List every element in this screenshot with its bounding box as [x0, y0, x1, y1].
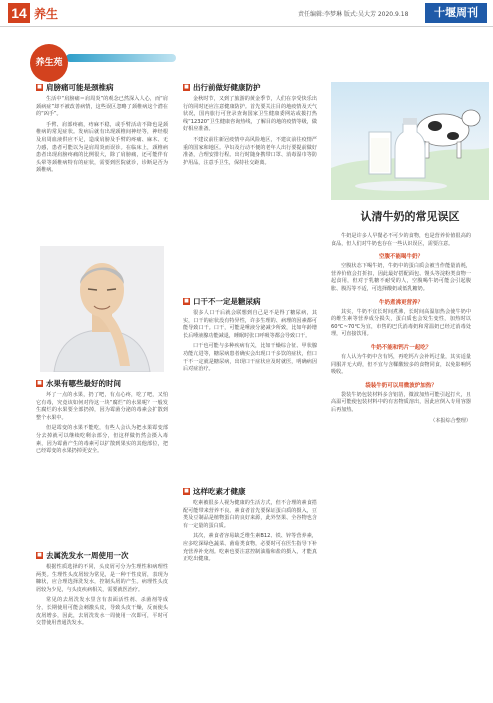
milk-glass	[369, 132, 391, 174]
elderly-man-photo	[40, 246, 164, 372]
newspaper-brand: 十堰周刊	[425, 3, 487, 23]
article-travel	[183, 82, 317, 167]
article-title: ■ 这样吃素才健康	[184, 487, 246, 496]
article-paragraph: 口干也可能与多种疾病有关，比如干燥综合征、甲状腺功能亢进等，糖尿病患者确实会出现口干多饮的症状，但口干不一定就是糖尿病，出现口干症状应及时就医，明确病因后对症治疗。	[183, 343, 317, 373]
article-dandruff	[36, 550, 168, 628]
section-text: 袋装牛奶包装材料多含铝箔，微波加热可能引起打火，且高温可能使包装材料中的有害物质溶出，因此应倒入专用容器后再加热。	[331, 391, 471, 413]
article-paragraph: 吃素被很多人视为健康的生活方式，但不合理的素食搭配可能带来营养不良。素食者首先要保证蛋白质的摄入，豆类及豆制品是植物蛋白的良好来源，此外坚果、全谷物也含有一定量的蛋白质。	[183, 500, 317, 529]
page-number: 14	[8, 3, 30, 23]
article-marker-icon: ■	[37, 380, 42, 386]
column-badge: 养生苑	[30, 44, 68, 82]
article-paragraph: 不建议前往新冠疫情中高风险地区，不建议前往疫情严重的国家和地区。孕妇及行动不便的老年人出行要提前做好准备，合理安排行程。出行时随身携带口罩、消毒湿巾等防护用品，注意手卫生，保持社交距离。	[183, 136, 317, 166]
editor-meta: 责任编辑:李梦琳 版式:吴大芳 2020.9.18	[298, 11, 409, 18]
section-heading: 袋装牛奶可以用微波炉加热？	[365, 382, 437, 389]
section-heading: 牛奶煮沸更营养？	[378, 299, 423, 306]
article-paragraph: 坏了一点的水果，扔了吧，有点心疼，吃了吧，又怕它有毒，究竟该如何对待这一块“腐烂”的水果呢？一般发生腐烂的水果要全部扔掉，因为霉菌分泌的毒素会扩散到整个水果中。	[36, 392, 168, 421]
article-title: ■ 口干不一定是糖尿病	[184, 297, 261, 306]
article-milk	[331, 230, 471, 424]
section-text: 其实，牛奶不宜长时间煮沸，长时间高温加热会使牛奶中的维生素等营养成分损失，蛋白质也会发生变性，加热时以60℃~70℃为宜，市售的巴氏消毒奶和常温奶已经过消毒处理，可直接饮用。	[331, 308, 471, 338]
article-paragraph: 手臂、肩部疼痛，痔麻不稳，或手臂活动不降也是颈椎病的常见症状。发病后就有出现颈椎间神经等，神经根及肩周血液供应不足，造成肩膀及手臂的疼痛、麻木、无力感，患者可能以为是肩周炎而误诊。在临床上，颈椎病患者出现肩膀疼痛的比例很大，除了肩膀痛，还可能伴有头晕等颈椎病特有的症状，需要到医院就诊，诊断是否为颈椎病。	[36, 121, 168, 174]
milk-headline: 认清牛奶的常见误区	[360, 210, 460, 223]
article-marker-icon: ■	[184, 298, 189, 304]
section-heading: 牛奶不能和钙片一起吃？	[370, 344, 432, 351]
article-title: ■ 出行前做好健康防护	[184, 83, 261, 92]
article-paragraph: 生活中“肩膀痛＝肩周炎”的观念已然深入人心，而“肩颈病症”却不被改善病情，这些误区忽略了颈椎病这个潜在的“凶手”。	[36, 96, 168, 118]
article-marker-icon: ■	[184, 488, 189, 494]
page-header	[0, 0, 493, 27]
source-note: （本报综合整理）	[430, 417, 471, 424]
section-text: 有人认为牛奶中含有钙，再吃钙片会补钙过量，其实适量同服并无大碍，但不宜与含鞣酸较多的食物同食，以免影响钙吸收。	[331, 353, 471, 376]
article-title: ■ 肩膀痛可能是颈椎病	[37, 83, 114, 92]
article-intro: 牛奶是许多人早餐必不可少的食物，也是营养价值很高的食品，但人们对牛奶也存在一些认识误区，需要注意。	[331, 233, 471, 247]
article-marker-icon: ■	[37, 552, 42, 558]
article-paragraph: 但是霉变的水果不能吃，有些人会认为把水果霉变部分去掉就可以继续吃剩余部分，但这样做仍然会摄入毒素，因为霉菌产生的毒素可以扩散到果实的其他部位，把已经霉变的水果扔掉更安全。	[36, 425, 168, 455]
section-heading: 空腹不能喝牛奶？	[378, 254, 423, 261]
article-paragraph: 其次，素食者容易缺乏维生素B12、铁、锌等营养素，应多吃深绿色蔬菜、菌菇类食物，必要时可在医生指导下补充营养补充剂。吃素也要注意控制油脂和盐的摄入，才能真正吃出健康。	[183, 533, 317, 563]
section-name: 养生	[34, 7, 59, 21]
article-title: ■ 去属洗发水一周使用一次	[37, 551, 129, 560]
article-vegetarian	[183, 486, 317, 564]
milk-cow-photo	[331, 82, 489, 200]
milk-cow-illustration	[331, 82, 489, 200]
elderly-man-illustration	[40, 246, 164, 372]
article-marker-icon: ■	[184, 84, 189, 90]
article-fruit	[36, 378, 168, 456]
article-paragraph: 根据性质选择的不同，头皮屑可分为生理性和病理性两类。生理性头皮屑较为常见，是一种干性皮屑，表现为糠状，应合理选择洗发水，控制头屑的产生。病理性头皮屑较为少见，与头皮疾病相关，需要就医治疗。	[36, 564, 168, 593]
article-paragraph: 很多人口干后就会联想到自己是不是得了糖尿病，其实，口干的症状没有特异性，许多生理的、病理的因素都可能导致口干。口干，可能是唾液分泌减少所致，比如年龄增长后唾液腺功能减退，睡眠时张口呼吸等都会导致口干。	[183, 310, 317, 339]
article-paragraph: 常见的去屑洗发水里含有表面活性剂、杀菌剂等成分，长期使用可能会刺激头皮，导致头皮干燥，反而使头皮屑增多，因此，去屑洗发水一周使用一次即可，平时可交替使用普通洗发水。	[36, 597, 168, 627]
article-tinnitus	[36, 82, 168, 175]
section-text: 空腹状态下喝牛奶，牛奶中的蛋白质会被当作能量消耗，营养价值会打折扣，因此最好搭配面包、馒头等淀粉类食物一起食用，但对于乳糖不耐受的人，空腹喝牛奶可能会引起腹胀、腹泻等不适，可选择酸奶或低乳糖奶。	[331, 263, 471, 292]
article-title: ■ 水果有哪些最好的时间	[37, 379, 121, 388]
article-paragraph: 金秋时节，又到了旅游的黄金季节，人们在享受快乐出行的同时还应注意健康防护。首先要关注目的地疫情及天气状况，国内旅行可登录查询国家卫生健康委网站或拨打热线“12320”卫生健康咨询热线，了解目的地的疫情等级，做好相应准备。	[183, 96, 317, 133]
article-marker-icon: ■	[37, 84, 42, 90]
column-badge-ribbon	[66, 54, 176, 62]
article-dry-mouth	[183, 296, 317, 374]
